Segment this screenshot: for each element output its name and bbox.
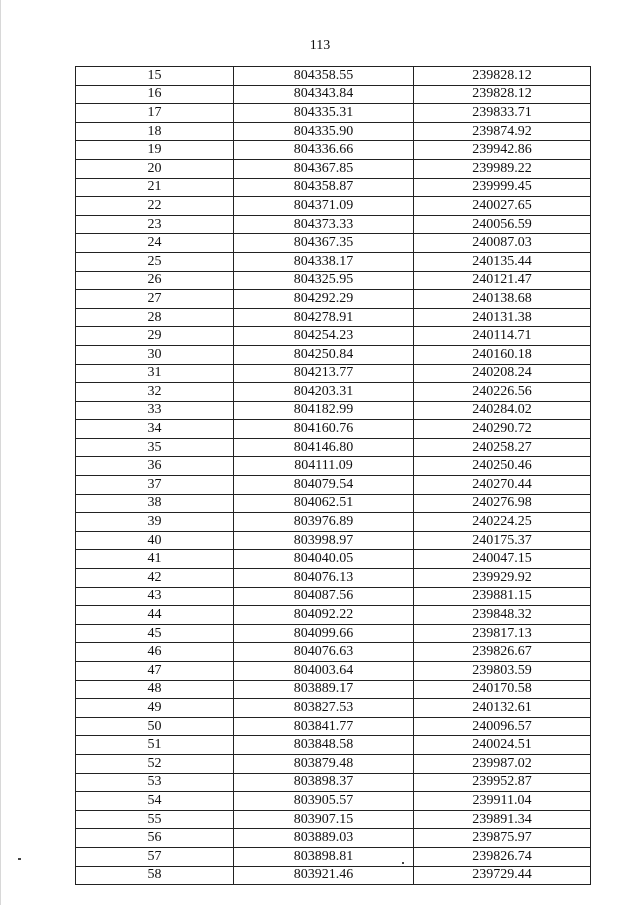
point-number-cell: 25 — [76, 252, 234, 271]
table-row — [76, 754, 591, 773]
y-coordinate-cell: 239803.59 — [414, 662, 591, 681]
point-number-cell: 24 — [76, 234, 234, 253]
y-coordinate-cell: 239817.13 — [414, 624, 591, 643]
point-number-cell: 32 — [76, 383, 234, 402]
x-coordinate-cell: 804079.54 — [234, 476, 414, 495]
point-number-cell: 44 — [76, 606, 234, 625]
table-row — [76, 736, 591, 755]
point-number-cell: 48 — [76, 680, 234, 699]
table-row — [76, 420, 591, 439]
x-coordinate-cell: 804146.80 — [234, 438, 414, 457]
x-coordinate-cell: 803848.58 — [234, 736, 414, 755]
table-row — [76, 680, 591, 699]
y-coordinate-cell: 239833.71 — [414, 104, 591, 123]
table-row — [76, 699, 591, 718]
table-row — [76, 662, 591, 681]
y-coordinate-cell: 240135.44 — [414, 252, 591, 271]
point-number-cell: 16 — [76, 85, 234, 104]
y-coordinate-cell: 239828.12 — [414, 67, 591, 86]
point-number-cell: 33 — [76, 401, 234, 420]
y-coordinate-cell: 240170.58 — [414, 680, 591, 699]
x-coordinate-cell: 803921.46 — [234, 866, 414, 885]
x-coordinate-cell: 804373.33 — [234, 215, 414, 234]
x-coordinate-cell: 803976.89 — [234, 513, 414, 532]
point-number-cell: 29 — [76, 327, 234, 346]
point-number-cell: 30 — [76, 345, 234, 364]
point-number-cell: 21 — [76, 178, 234, 197]
point-number-cell: 50 — [76, 717, 234, 736]
point-number-cell: 22 — [76, 197, 234, 216]
y-coordinate-cell: 240114.71 — [414, 327, 591, 346]
point-number-cell: 53 — [76, 773, 234, 792]
x-coordinate-cell: 804254.23 — [234, 327, 414, 346]
x-coordinate-cell: 804335.31 — [234, 104, 414, 123]
y-coordinate-cell: 240290.72 — [414, 420, 591, 439]
table-row — [76, 85, 591, 104]
y-coordinate-cell: 239911.04 — [414, 792, 591, 811]
point-number-cell: 39 — [76, 513, 234, 532]
table-row — [76, 122, 591, 141]
y-coordinate-cell: 240284.02 — [414, 401, 591, 420]
x-coordinate-cell: 803998.97 — [234, 531, 414, 550]
y-coordinate-cell: 240224.25 — [414, 513, 591, 532]
x-coordinate-cell: 803827.53 — [234, 699, 414, 718]
y-coordinate-cell: 239891.34 — [414, 810, 591, 829]
coordinate-table-body — [76, 67, 591, 885]
y-coordinate-cell: 239929.92 — [414, 569, 591, 588]
point-number-cell: 52 — [76, 754, 234, 773]
point-number-cell: 18 — [76, 122, 234, 141]
y-coordinate-cell: 240258.27 — [414, 438, 591, 457]
x-coordinate-cell: 804092.22 — [234, 606, 414, 625]
y-coordinate-cell: 240208.24 — [414, 364, 591, 383]
table-row — [76, 308, 591, 327]
y-coordinate-cell: 240131.38 — [414, 308, 591, 327]
y-coordinate-cell: 239989.22 — [414, 159, 591, 178]
table-row — [76, 847, 591, 866]
x-coordinate-cell: 804087.56 — [234, 587, 414, 606]
table-row — [76, 569, 591, 588]
y-coordinate-cell: 240138.68 — [414, 290, 591, 309]
page-left-edge — [0, 0, 1, 905]
x-coordinate-cell: 804336.66 — [234, 141, 414, 160]
table-row — [76, 531, 591, 550]
table-row — [76, 829, 591, 848]
y-coordinate-cell: 239999.45 — [414, 178, 591, 197]
point-number-cell: 28 — [76, 308, 234, 327]
point-number-cell: 40 — [76, 531, 234, 550]
x-coordinate-cell: 804040.05 — [234, 550, 414, 569]
scan-speck — [402, 862, 404, 864]
x-coordinate-cell: 804213.77 — [234, 364, 414, 383]
table-row — [76, 178, 591, 197]
point-number-cell: 49 — [76, 699, 234, 718]
x-coordinate-cell: 803898.81 — [234, 847, 414, 866]
y-coordinate-cell: 239987.02 — [414, 754, 591, 773]
y-coordinate-cell: 240270.44 — [414, 476, 591, 495]
x-coordinate-cell: 804278.91 — [234, 308, 414, 327]
point-number-cell: 57 — [76, 847, 234, 866]
y-coordinate-cell: 240027.65 — [414, 197, 591, 216]
point-number-cell: 36 — [76, 457, 234, 476]
table-row — [76, 773, 591, 792]
y-coordinate-cell: 239826.67 — [414, 643, 591, 662]
x-coordinate-cell: 804367.85 — [234, 159, 414, 178]
point-number-cell: 35 — [76, 438, 234, 457]
point-number-cell: 42 — [76, 569, 234, 588]
point-number-cell: 17 — [76, 104, 234, 123]
scan-speck — [18, 858, 21, 860]
table-row — [76, 457, 591, 476]
x-coordinate-cell: 803889.17 — [234, 680, 414, 699]
table-row — [76, 587, 591, 606]
table-row — [76, 159, 591, 178]
point-number-cell: 55 — [76, 810, 234, 829]
coordinate-table — [75, 66, 591, 885]
y-coordinate-cell: 240160.18 — [414, 345, 591, 364]
y-coordinate-cell: 240132.61 — [414, 699, 591, 718]
table-row — [76, 383, 591, 402]
x-coordinate-cell: 804076.63 — [234, 643, 414, 662]
x-coordinate-cell: 803898.37 — [234, 773, 414, 792]
point-number-cell: 23 — [76, 215, 234, 234]
y-coordinate-cell: 240226.56 — [414, 383, 591, 402]
y-coordinate-cell: 239952.87 — [414, 773, 591, 792]
table-row — [76, 717, 591, 736]
x-coordinate-cell: 804343.84 — [234, 85, 414, 104]
point-number-cell: 45 — [76, 624, 234, 643]
y-coordinate-cell: 240087.03 — [414, 234, 591, 253]
table-row — [76, 197, 591, 216]
point-number-cell: 26 — [76, 271, 234, 290]
point-number-cell: 56 — [76, 829, 234, 848]
y-coordinate-cell: 240056.59 — [414, 215, 591, 234]
point-number-cell: 20 — [76, 159, 234, 178]
y-coordinate-cell: 240175.37 — [414, 531, 591, 550]
y-coordinate-cell: 239875.97 — [414, 829, 591, 848]
page-number: 113 — [309, 38, 331, 53]
table-row — [76, 104, 591, 123]
table-row — [76, 866, 591, 885]
y-coordinate-cell: 239881.15 — [414, 587, 591, 606]
x-coordinate-cell: 803907.15 — [234, 810, 414, 829]
y-coordinate-cell: 239942.86 — [414, 141, 591, 160]
point-number-cell: 43 — [76, 587, 234, 606]
table-row — [76, 271, 591, 290]
point-number-cell: 41 — [76, 550, 234, 569]
table-row — [76, 401, 591, 420]
x-coordinate-cell: 804338.17 — [234, 252, 414, 271]
table-row — [76, 141, 591, 160]
table-row — [76, 215, 591, 234]
point-number-cell: 34 — [76, 420, 234, 439]
table-row — [76, 550, 591, 569]
x-coordinate-cell: 803841.77 — [234, 717, 414, 736]
table-row — [76, 792, 591, 811]
point-number-cell: 47 — [76, 662, 234, 681]
y-coordinate-cell: 239874.92 — [414, 122, 591, 141]
x-coordinate-cell: 804160.76 — [234, 420, 414, 439]
y-coordinate-cell: 239848.32 — [414, 606, 591, 625]
point-number-cell: 31 — [76, 364, 234, 383]
y-coordinate-cell: 240096.57 — [414, 717, 591, 736]
table-row — [76, 252, 591, 271]
table-row — [76, 67, 591, 86]
x-coordinate-cell: 804335.90 — [234, 122, 414, 141]
table-row — [76, 327, 591, 346]
table-row — [76, 624, 591, 643]
table-row — [76, 810, 591, 829]
y-coordinate-cell: 240121.47 — [414, 271, 591, 290]
x-coordinate-cell: 804062.51 — [234, 494, 414, 513]
table-row — [76, 476, 591, 495]
y-coordinate-cell: 240024.51 — [414, 736, 591, 755]
table-row — [76, 345, 591, 364]
x-coordinate-cell: 804358.87 — [234, 178, 414, 197]
point-number-cell: 37 — [76, 476, 234, 495]
y-coordinate-cell: 239826.74 — [414, 847, 591, 866]
point-number-cell: 27 — [76, 290, 234, 309]
y-coordinate-cell: 240276.98 — [414, 494, 591, 513]
x-coordinate-cell: 803879.48 — [234, 754, 414, 773]
x-coordinate-cell: 804111.09 — [234, 457, 414, 476]
point-number-cell: 46 — [76, 643, 234, 662]
x-coordinate-cell: 804250.84 — [234, 345, 414, 364]
x-coordinate-cell: 804325.95 — [234, 271, 414, 290]
y-coordinate-cell: 240250.46 — [414, 457, 591, 476]
table-row — [76, 606, 591, 625]
point-number-cell: 19 — [76, 141, 234, 160]
x-coordinate-cell: 804182.99 — [234, 401, 414, 420]
x-coordinate-cell: 803905.57 — [234, 792, 414, 811]
point-number-cell: 54 — [76, 792, 234, 811]
x-coordinate-cell: 804003.64 — [234, 662, 414, 681]
x-coordinate-cell: 804203.31 — [234, 383, 414, 402]
table-row — [76, 643, 591, 662]
y-coordinate-cell: 239828.12 — [414, 85, 591, 104]
x-coordinate-cell: 804358.55 — [234, 67, 414, 86]
table-row — [76, 513, 591, 532]
table-row — [76, 364, 591, 383]
y-coordinate-cell: 240047.15 — [414, 550, 591, 569]
point-number-cell: 51 — [76, 736, 234, 755]
table-row — [76, 290, 591, 309]
table-row — [76, 438, 591, 457]
x-coordinate-cell: 804292.29 — [234, 290, 414, 309]
table-row — [76, 234, 591, 253]
x-coordinate-cell: 804076.13 — [234, 569, 414, 588]
point-number-cell: 58 — [76, 866, 234, 885]
point-number-cell: 15 — [76, 67, 234, 86]
table-row — [76, 494, 591, 513]
y-coordinate-cell: 239729.44 — [414, 866, 591, 885]
x-coordinate-cell: 803889.03 — [234, 829, 414, 848]
x-coordinate-cell: 804371.09 — [234, 197, 414, 216]
point-number-cell: 38 — [76, 494, 234, 513]
x-coordinate-cell: 804367.35 — [234, 234, 414, 253]
x-coordinate-cell: 804099.66 — [234, 624, 414, 643]
